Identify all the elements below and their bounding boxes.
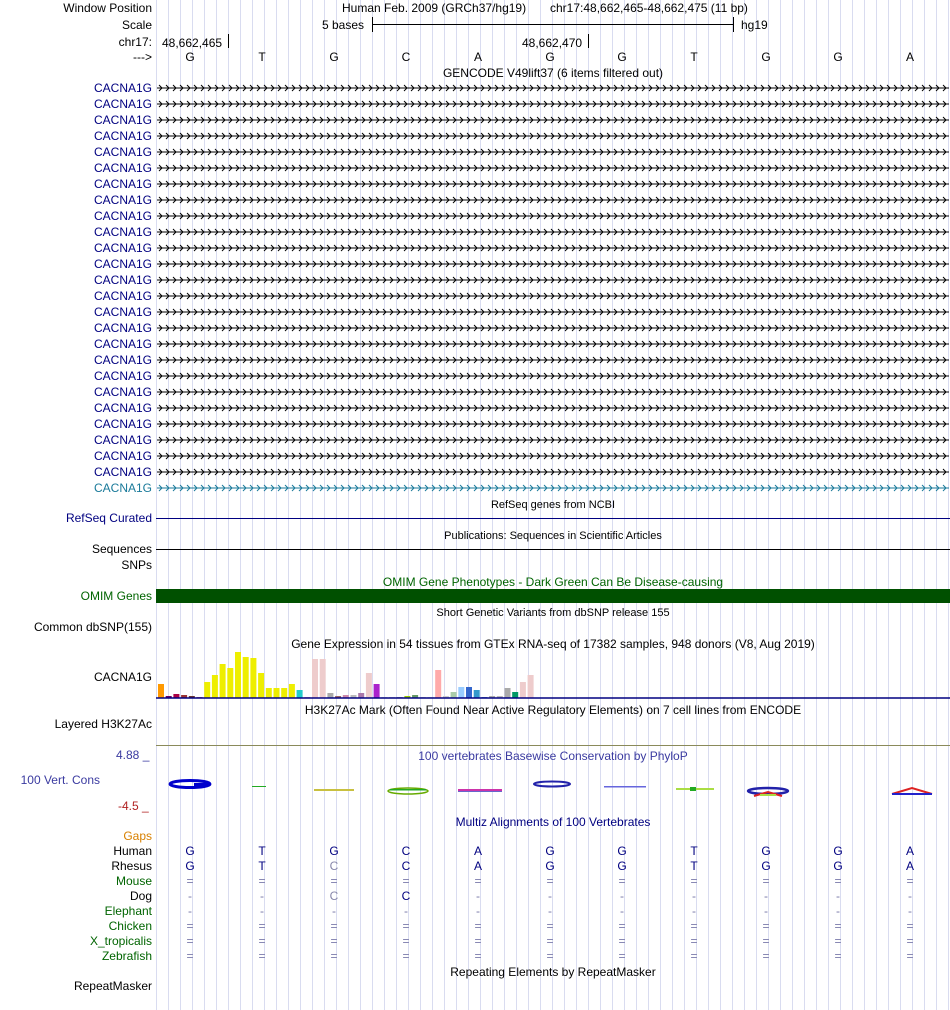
- alignment-base: G: [761, 859, 771, 873]
- transcript-name[interactable]: CACNA1G: [93, 81, 152, 95]
- alignment-base: -: [620, 889, 624, 903]
- reference-base: G: [833, 50, 843, 64]
- repeatmasker-label[interactable]: RepeatMasker: [73, 979, 152, 993]
- gtex-tissue-bar[interactable]: [258, 673, 264, 698]
- scale-bar-right-tick: [733, 17, 734, 32]
- alignment-base: =: [834, 949, 842, 963]
- reference-base: T: [258, 50, 266, 64]
- gencode-transcript-row[interactable]: [0, 288, 950, 304]
- refseq-label[interactable]: RefSeq Curated: [65, 511, 152, 525]
- alignment-base: A: [905, 844, 914, 858]
- chrom-label: chr17:: [118, 35, 152, 49]
- transcript-arrows[interactable]: [157, 272, 949, 288]
- phylop-max-label: 4.88 _: [116, 748, 150, 762]
- alignment-base: =: [762, 934, 770, 948]
- species-label[interactable]: Dog: [129, 889, 152, 903]
- alignment-base: G: [833, 859, 843, 873]
- alignment-base: =: [186, 919, 194, 933]
- reference-base: C: [401, 50, 411, 64]
- alignment-base: T: [258, 844, 266, 858]
- gtex-tissue-bar[interactable]: [366, 673, 372, 698]
- gencode-transcript-row[interactable]: [0, 208, 950, 224]
- transcript-arrows[interactable]: [157, 464, 949, 480]
- phylop-label[interactable]: 100 Vert. Cons: [20, 773, 100, 787]
- alignment-base: =: [762, 949, 770, 963]
- gtex-tissue-bar[interactable]: [266, 688, 272, 698]
- alignment-base: -: [476, 904, 480, 918]
- gtex-tissue-bar[interactable]: [451, 692, 457, 698]
- alignment-base: =: [834, 874, 842, 888]
- alignment-base: =: [906, 874, 914, 888]
- alignment-base: =: [690, 919, 698, 933]
- gtex-tissue-bar[interactable]: [512, 692, 518, 698]
- dbsnp-label[interactable]: Common dbSNP(155): [33, 620, 152, 634]
- position-text[interactable]: chr17:48,662,465-48,662,475 (11 bp): [550, 1, 748, 15]
- alignment-base: -: [764, 889, 768, 903]
- alignment-base: G: [761, 844, 771, 858]
- reference-base: G: [329, 50, 339, 64]
- coord-left-tick: [228, 34, 229, 48]
- gencode-transcript-row[interactable]: [0, 480, 950, 496]
- alignment-base: =: [474, 874, 482, 888]
- gtex-tissue-bar[interactable]: [274, 688, 280, 698]
- gencode-transcript-row[interactable]: [0, 240, 950, 256]
- coord-mid: 48,662,470: [522, 36, 583, 50]
- alignment-base: -: [836, 904, 840, 918]
- alignment-base: G: [545, 859, 555, 873]
- phylop-logo-g5: [748, 788, 788, 796]
- alignment-base: =: [258, 949, 266, 963]
- gtex-tissue-bar[interactable]: [250, 658, 256, 698]
- gtex-title[interactable]: Gene Expression in 54 tissues from GTEx RNA-seq of 17382 samples, 948 donors (V8, Aug 2019): [291, 637, 815, 651]
- gtex-tissue-bar[interactable]: [212, 675, 218, 698]
- transcript-arrows[interactable]: [157, 480, 949, 496]
- refseq-title[interactable]: RefSeq genes from NCBI: [490, 499, 616, 511]
- transcript-name[interactable]: CACNA1G: [93, 193, 152, 207]
- transcript-arrows[interactable]: [157, 208, 949, 224]
- h3k27ac-title[interactable]: H3K27Ac Mark (Often Found Near Active Regulatory Elements) on 7 cell lines from ENCODE: [304, 703, 802, 717]
- alignment-base: -: [692, 889, 696, 903]
- alignment-base: G: [185, 844, 195, 858]
- alignment-base: =: [474, 934, 482, 948]
- gencode-transcript-row[interactable]: [0, 128, 950, 144]
- gtex-tissue-bar[interactable]: [458, 687, 464, 698]
- gtex-tissue-bar[interactable]: [520, 682, 526, 698]
- alignment-base: =: [186, 934, 194, 948]
- alignment-base: -: [332, 904, 336, 918]
- transcript-name[interactable]: CACNA1G: [93, 225, 152, 239]
- reference-base: G: [761, 50, 771, 64]
- transcript-name[interactable]: CACNA1G: [93, 401, 152, 415]
- alignment-base: =: [402, 934, 410, 948]
- alignment-base: -: [692, 904, 696, 918]
- scale-bar-left-tick: [372, 17, 373, 32]
- gtex-tissue-bar[interactable]: [289, 684, 295, 698]
- gencode-transcript-row[interactable]: [0, 384, 950, 400]
- alignment-base: =: [474, 949, 482, 963]
- assembly-text[interactable]: Human Feb. 2009 (GRCh37/hg19): [342, 1, 527, 15]
- species-label[interactable]: X_tropicalis: [89, 934, 152, 948]
- transcript-arrows[interactable]: [157, 336, 949, 352]
- transcript-arrows[interactable]: [157, 240, 949, 256]
- alignment-base: =: [186, 874, 194, 888]
- gtex-tissue-bar[interactable]: [374, 684, 380, 698]
- alignment-base: =: [258, 874, 266, 888]
- transcript-arrows[interactable]: [157, 304, 949, 320]
- publications-line[interactable]: [156, 549, 950, 550]
- publications-title[interactable]: Publications: Sequences in Scientific Articles: [444, 530, 662, 542]
- gencode-transcript-row[interactable]: [0, 448, 950, 464]
- alignment-base: -: [908, 889, 912, 903]
- gtex-tissue-bar[interactable]: [466, 687, 472, 698]
- species-label[interactable]: Rhesus: [111, 859, 152, 873]
- gencode-transcript-row[interactable]: [0, 304, 950, 320]
- transcript-arrows[interactable]: [157, 288, 949, 304]
- scale-bar: [372, 24, 733, 25]
- alignment-base: =: [906, 934, 914, 948]
- transcript-name[interactable]: CACNA1G: [93, 449, 152, 463]
- transcript-arrows[interactable]: [157, 144, 949, 160]
- alignment-base: G: [545, 844, 555, 858]
- transcript-name[interactable]: CACNA1G: [93, 209, 152, 223]
- alignment-base: A: [473, 844, 482, 858]
- alignment-base: =: [618, 919, 626, 933]
- alignment-base: -: [836, 889, 840, 903]
- transcript-name[interactable]: CACNA1G: [93, 289, 152, 303]
- alignment-base: =: [546, 949, 554, 963]
- gencode-transcript-row[interactable]: [0, 96, 950, 112]
- alignment-base: =: [402, 949, 410, 963]
- alignment-base: =: [834, 919, 842, 933]
- alignment-base: =: [402, 874, 410, 888]
- gtex-tissue-bar[interactable]: [320, 659, 326, 698]
- reference-base: T: [690, 50, 698, 64]
- alignment-base: G: [617, 859, 627, 873]
- gencode-transcript-row[interactable]: [0, 192, 950, 208]
- gencode-transcript-row[interactable]: [0, 80, 950, 96]
- alignment-base: =: [330, 919, 338, 933]
- alignment-base: -: [260, 904, 264, 918]
- transcript-name[interactable]: CACNA1G: [93, 177, 152, 191]
- gencode-transcript-row[interactable]: [0, 144, 950, 160]
- alignment-base: =: [546, 874, 554, 888]
- phylop-logo-a1: [458, 789, 502, 792]
- species-label[interactable]: Chicken: [108, 919, 152, 933]
- gencode-transcript-row[interactable]: [0, 112, 950, 128]
- alignment-base: =: [762, 919, 770, 933]
- publications-label[interactable]: Sequences: [91, 542, 152, 556]
- reference-base: G: [545, 50, 555, 64]
- gtex-tissue-bar[interactable]: [220, 664, 226, 698]
- alignment-base: -: [260, 889, 264, 903]
- species-label[interactable]: Human: [113, 844, 152, 858]
- gencode-transcript-row[interactable]: [0, 432, 950, 448]
- alignment-base: C: [401, 844, 411, 858]
- gencode-transcript-row[interactable]: [0, 272, 950, 288]
- gencode-transcript-row[interactable]: [0, 160, 950, 176]
- alignment-base: -: [476, 889, 480, 903]
- transcript-arrows[interactable]: [157, 352, 949, 368]
- transcript-arrows[interactable]: [157, 432, 949, 448]
- transcript-name[interactable]: CACNA1G: [93, 417, 152, 431]
- gencode-transcript-row[interactable]: [0, 320, 950, 336]
- transcript-name[interactable]: CACNA1G: [93, 145, 152, 159]
- gtex-tissue-bar[interactable]: [227, 668, 233, 698]
- phylop-logo-c1: [388, 788, 428, 794]
- alignment-base: -: [548, 889, 552, 903]
- transcript-arrows[interactable]: [157, 176, 949, 192]
- omim-title[interactable]: OMIM Gene Phenotypes - Dark Green Can Be Disease-causing: [382, 575, 724, 589]
- refseq-line[interactable]: [156, 518, 950, 519]
- repeatmasker-title[interactable]: Repeating Elements by RepeatMasker: [450, 965, 656, 979]
- transcript-name[interactable]: CACNA1G: [93, 129, 152, 143]
- gtex-label[interactable]: CACNA1G: [93, 670, 152, 684]
- dbsnp-title[interactable]: Short Genetic Variants from dbSNP release 155: [436, 607, 670, 619]
- alignment-base: =: [330, 874, 338, 888]
- gtex-tissue-bar[interactable]: [281, 688, 287, 698]
- scale-text: 5 bases: [322, 18, 365, 32]
- window-position-label: Window Position: [63, 1, 152, 15]
- transcript-name[interactable]: CACNA1G: [93, 97, 152, 111]
- gencode-transcript-row[interactable]: [0, 336, 950, 352]
- alignment-base: G: [833, 844, 843, 858]
- alignment-base: =: [330, 949, 338, 963]
- alignment-base: =: [618, 874, 626, 888]
- transcript-name[interactable]: CACNA1G: [93, 241, 152, 255]
- species-label[interactable]: Elephant: [104, 904, 152, 918]
- alignment-base: C: [401, 859, 411, 873]
- strand-label: --->: [133, 50, 152, 64]
- alignment-base: G: [185, 859, 195, 873]
- transcript-arrows[interactable]: [157, 320, 949, 336]
- reference-base: G: [185, 50, 195, 64]
- transcript-name[interactable]: CACNA1G: [93, 385, 152, 399]
- transcript-name[interactable]: CACNA1G: [93, 305, 152, 319]
- alignment-base: C: [329, 859, 339, 873]
- alignment-base: =: [258, 919, 266, 933]
- transcript-name[interactable]: CACNA1G: [93, 465, 152, 479]
- transcript-arrows[interactable]: [157, 80, 949, 96]
- reference-base: A: [905, 50, 914, 64]
- transcript-name[interactable]: CACNA1G: [93, 369, 152, 383]
- alignment-base: G: [617, 844, 627, 858]
- h3k27ac-label[interactable]: Layered H3K27Ac: [54, 717, 152, 731]
- phylop-logo-g1: [170, 781, 210, 788]
- coord-mid-tick: [588, 34, 589, 48]
- gtex-tissue-bar[interactable]: [297, 690, 303, 698]
- alignment-base: =: [258, 934, 266, 948]
- transcript-arrows[interactable]: [157, 368, 949, 384]
- alignment-base: C: [329, 889, 339, 903]
- gencode-title[interactable]: GENCODE V49lift37 (6 items filtered out): [442, 66, 664, 80]
- alignment-base: -: [404, 904, 408, 918]
- species-label[interactable]: Zebrafish: [101, 949, 152, 963]
- omim-feature-bar[interactable]: [156, 589, 950, 603]
- transcript-arrows[interactable]: [157, 384, 949, 400]
- gtex-tissue-bar[interactable]: [158, 684, 164, 698]
- transcript-arrows[interactable]: [157, 96, 949, 112]
- transcript-name[interactable]: CACNA1G: [93, 161, 152, 175]
- gtex-tissue-bar[interactable]: [204, 682, 210, 698]
- transcript-arrows[interactable]: [157, 192, 949, 208]
- alignment-base: G: [329, 844, 339, 858]
- transcript-arrows[interactable]: [157, 400, 949, 416]
- omim-label[interactable]: OMIM Genes: [80, 589, 152, 603]
- gencode-transcript-row[interactable]: [0, 176, 950, 192]
- transcript-arrows[interactable]: [157, 224, 949, 240]
- alignment-base: =: [618, 949, 626, 963]
- transcript-arrows[interactable]: [157, 160, 949, 176]
- alignment-base: =: [690, 874, 698, 888]
- gtex-tissue-bar[interactable]: [505, 688, 511, 698]
- gtex-tissue-bar[interactable]: [243, 657, 249, 698]
- gaps-label[interactable]: Gaps: [123, 829, 152, 843]
- alignment-base: =: [546, 934, 554, 948]
- phylop-min-label: -4.5 _: [118, 799, 149, 813]
- snps-label[interactable]: SNPs: [121, 558, 152, 572]
- phylop-logo-t2: [676, 787, 714, 791]
- alignment-base: -: [620, 904, 624, 918]
- alignment-base: =: [834, 934, 842, 948]
- alignment-base: =: [618, 934, 626, 948]
- phylop-logo-g4: [604, 786, 646, 788]
- alignment-base: =: [762, 874, 770, 888]
- alignment-base: -: [548, 904, 552, 918]
- alignment-base: -: [908, 904, 912, 918]
- alignment-base: A: [473, 859, 482, 873]
- alignment-base: =: [690, 949, 698, 963]
- gtex-tissue-bar[interactable]: [528, 675, 534, 698]
- alignment-base: =: [546, 919, 554, 933]
- transcript-name[interactable]: CACNA1G: [93, 257, 152, 271]
- transcript-arrows[interactable]: [157, 416, 949, 432]
- gtex-bar-chart[interactable]: [156, 651, 950, 699]
- h3k27ac-baseline: [156, 745, 950, 746]
- alignment-base: =: [330, 934, 338, 948]
- gtex-tissue-bar[interactable]: [312, 659, 318, 698]
- gtex-tissue-bar[interactable]: [235, 652, 241, 698]
- gencode-transcript-row[interactable]: [0, 368, 950, 384]
- transcript-name[interactable]: CACNA1G: [93, 321, 152, 335]
- species-label[interactable]: Mouse: [115, 874, 152, 888]
- alignment-base: -: [188, 889, 192, 903]
- alignment-base: A: [905, 859, 914, 873]
- reference-base: G: [617, 50, 627, 64]
- transcript-name[interactable]: CACNA1G: [93, 353, 152, 367]
- scale-db: hg19: [741, 18, 768, 32]
- phylop-logo-g3: [534, 782, 570, 787]
- gtex-tissue-bar[interactable]: [435, 670, 441, 698]
- gencode-transcript-row[interactable]: [0, 400, 950, 416]
- alignment-base: T: [258, 859, 266, 873]
- transcript-name[interactable]: CACNA1G: [93, 113, 152, 127]
- scale-label: Scale: [121, 18, 152, 32]
- gencode-transcript-row[interactable]: [0, 256, 950, 272]
- transcript-name[interactable]: CACNA1G: [93, 481, 152, 495]
- coord-left: 48,662,465: [162, 36, 223, 50]
- reference-base: A: [473, 50, 482, 64]
- gencode-transcript-row[interactable]: [0, 224, 950, 240]
- gencode-transcript-row[interactable]: [0, 464, 950, 480]
- alignment-base: =: [906, 919, 914, 933]
- phylop-logo-a2: [892, 788, 932, 795]
- alignment-base: T: [690, 859, 698, 873]
- gencode-transcript-row[interactable]: [0, 416, 950, 432]
- alignment-base: T: [690, 844, 698, 858]
- alignment-base: C: [401, 889, 411, 903]
- phylop-title[interactable]: 100 vertebrates Basewise Conservation by PhyloP: [418, 749, 688, 763]
- gtex-tissue-bar[interactable]: [474, 690, 480, 698]
- transcript-arrows[interactable]: [157, 256, 949, 272]
- multiz-title[interactable]: Multiz Alignments of 100 Vertebrates: [455, 815, 651, 829]
- alignment-base: =: [186, 949, 194, 963]
- transcript-arrows[interactable]: [157, 112, 949, 128]
- transcript-name[interactable]: CACNA1G: [93, 273, 152, 287]
- phylop-logo-g2: [314, 789, 354, 791]
- phylop-logo-t1: [252, 786, 266, 787]
- phylop-logo[interactable]: [156, 774, 950, 804]
- transcript-arrows[interactable]: [157, 128, 949, 144]
- transcript-name[interactable]: CACNA1G: [93, 433, 152, 447]
- alignment-base: =: [402, 919, 410, 933]
- alignment-base: -: [764, 904, 768, 918]
- alignment-base: -: [188, 904, 192, 918]
- alignment-base: =: [474, 919, 482, 933]
- alignment-base: =: [906, 949, 914, 963]
- gencode-transcript-row[interactable]: [0, 352, 950, 368]
- transcript-name[interactable]: CACNA1G: [93, 337, 152, 351]
- alignment-base: =: [690, 934, 698, 948]
- transcript-arrows[interactable]: [157, 448, 949, 464]
